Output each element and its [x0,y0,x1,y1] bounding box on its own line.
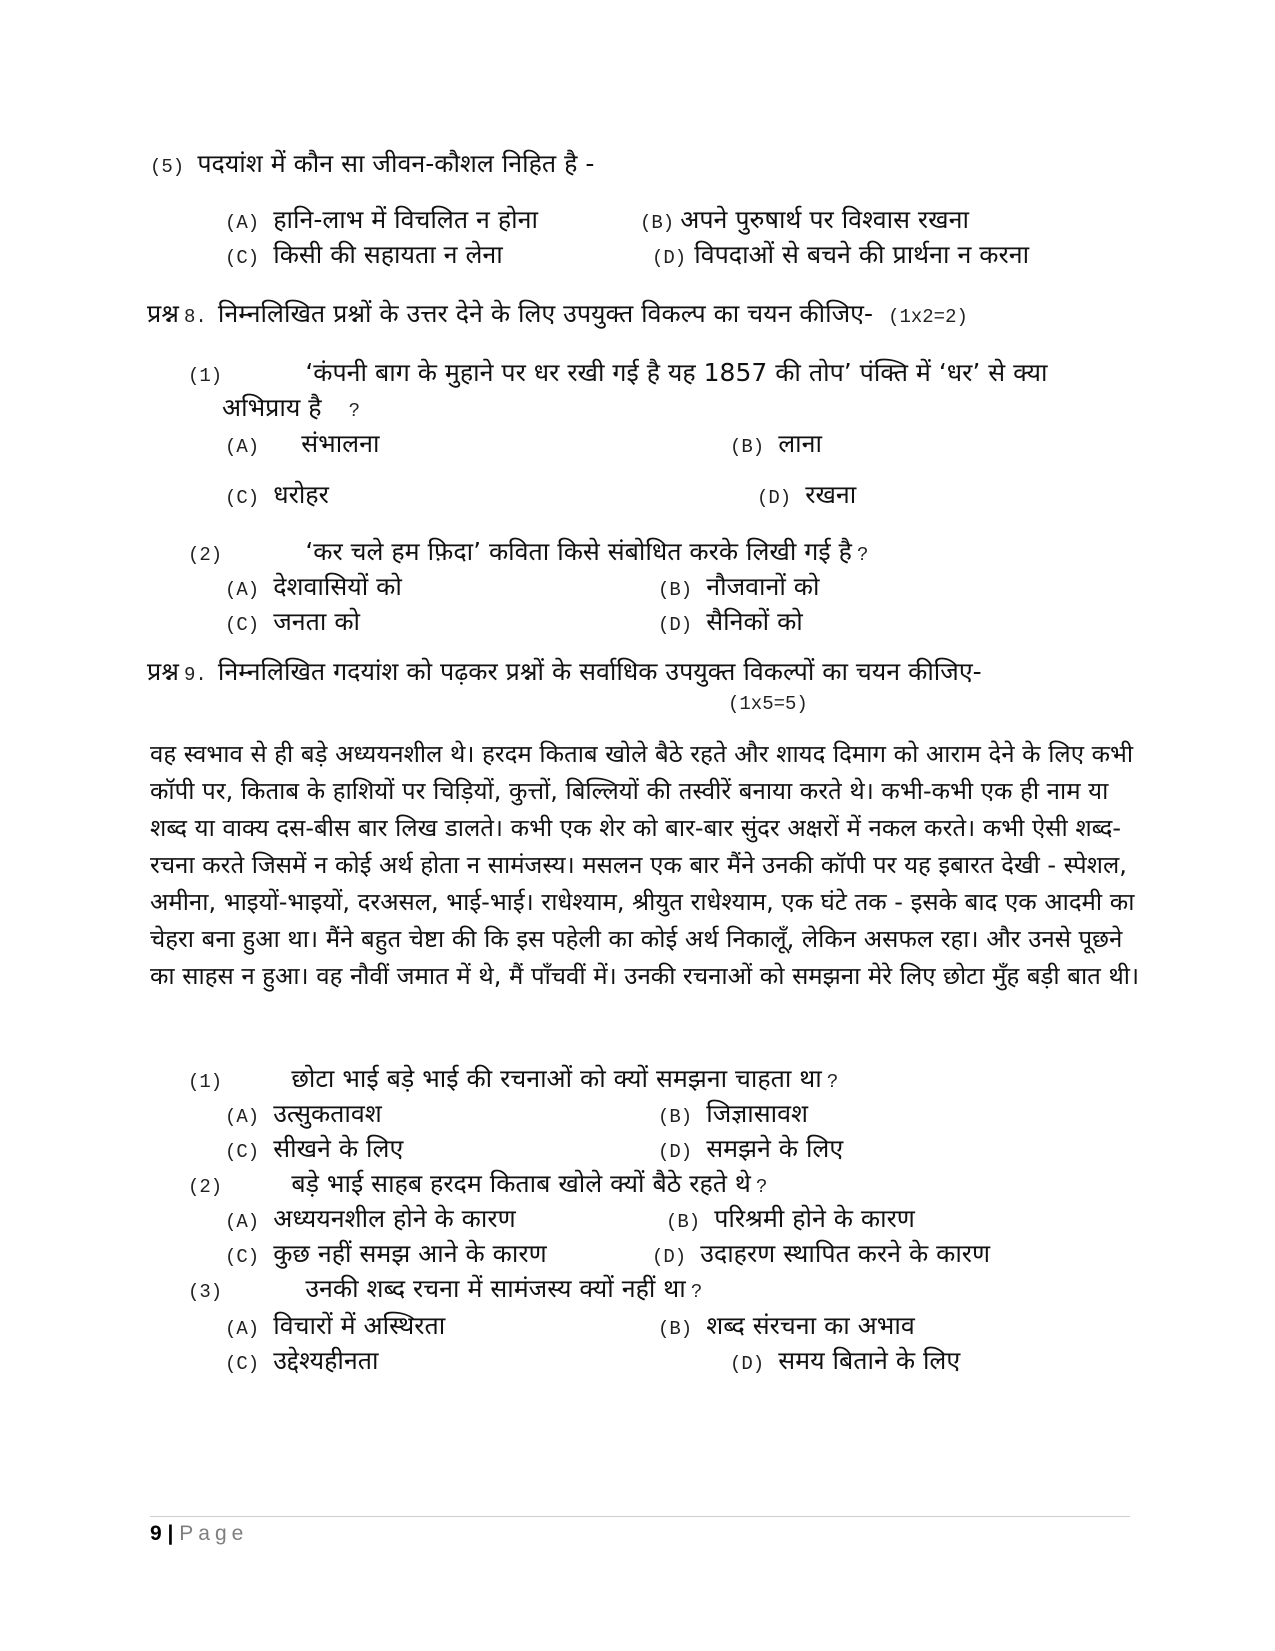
option-d [658,606,803,638]
option-text: विपदाओं से बचने की प्रार्थना न करना [694,240,1030,269]
option-label: (B) [730,436,765,458]
option-text: धरोहर [273,480,329,509]
option-label: (D) [757,487,792,509]
option-text: संभालना [301,429,380,458]
footer-divider [150,1516,1130,1517]
option-text: उद्देश्यहीनता [273,1346,379,1375]
page-number: 9 [150,1522,162,1545]
option-label: (A) [225,579,260,601]
option-b [640,204,969,236]
option-label: (A) [225,1318,260,1340]
option-label: (D) [658,1141,693,1163]
option-text: समय बिताने के लिए [778,1346,961,1375]
question-text: निम्नलिखित प्रश्नों के उत्तर देने के लिए उपयुक्त विकल्प का चयन कीजिए- [217,299,873,328]
option-text: अपने पुरुषार्थ पर विश्वास रखना [680,205,969,234]
option-d [757,479,856,511]
option-c [225,606,360,638]
option-b [658,571,819,603]
q9-sub3 [188,1273,702,1305]
subquestion-text: बड़े भाई साहब हरदम किताब खोले क्यों बैठे रहते थे [291,1169,751,1198]
subquestion-text: छोटा भाई बड़े भाई की रचनाओं को क्यों समझना चाहता था [291,1064,822,1093]
option-c [225,1345,379,1377]
subquestion-number: (3) [188,1281,223,1303]
option-a [225,204,538,236]
option-b [730,428,822,460]
option-b [658,1310,915,1342]
subquestion-text: उनकी शब्द रचना में सामंजस्य क्यों नहीं था [305,1274,686,1303]
option-text: लाना [778,429,822,458]
subquestion-number: (1) [188,365,223,387]
option-label: (C) [225,247,260,269]
subquestion-text: ‘कंपनी बाग के मुहाने पर धर रखी गई है यह 1857 की तोप’ पंक्ति में ‘धर’ से क्या [305,358,1048,387]
option-a [225,571,402,603]
option-a [225,1203,516,1235]
option-b [658,1098,808,1130]
option-text: अध्ययनशील होने के कारण [273,1204,516,1233]
question-mark: ? [826,1071,839,1093]
q8-sub1 [188,357,1047,389]
option-label: (B) [658,579,693,601]
footer-separator: | [167,1522,174,1545]
option-text: उदाहरण स्थापित करने के कारण [700,1239,991,1268]
passage-text: वह स्वभाव से ही बड़े अध्ययनशील थे। हरदम किताब खोले बैठे रहते और शायद दिमाग को आराम देने के लिए कभी कॉपी पर, किताब के हाशियों पर चिड़ियों, कुत्तों, बिल्लियों की तस्वीरें बनाया करते थे। कभी-कभी एक ही नाम या शब्द या वाक्य दस-बीस बार लिख डालते। कभी एक शेर को बार-बार सुंदर अक्षरों में नकल करते। कभी ऐसी शब्द-रचना करते जिसमें न कोई अर्थ होता न सामंजस्य। मसलन एक बार मैंने उनकी कॉपी पर यह इबारत देखी - स्पेशल, अमीना, भाइयों-भाइयों, दरअसल, भाई-भाई। राधेश्याम, श्रीयुत राधेश्याम, एक घंटे तक - इसके बाद एक आदमी का चेहरा बना हुआ था। मैंने बहुत चेष्टा की कि इस पहेली का कोई अर्थ निकालूँ, लेकिन असफल रहा। और उनसे पूछने का साहस न हुआ। वह नौवीं जमात में थे, मैं पाँचवीं में। उनकी रचनाओं को समझना मेरे लिए छोटा मुँह बड़ी बात थी। [150,740,1140,990]
subquestion-number: (2) [188,1176,223,1198]
question-text: निम्नलिखित गदयांश को पढ़कर प्रश्नों के सर्वाधिक उपयुक्त विकल्पों का चयन कीजिए- [217,657,982,686]
marks: (1x2=2) [888,306,968,328]
option-label: (A) [225,436,260,458]
option-d [730,1345,960,1377]
q8-sub1-line2 [222,392,360,424]
passage [150,736,1140,995]
option-label: (D) [652,1246,687,1268]
question-prefix: प्रश्न [147,299,179,328]
option-c [225,479,329,511]
question-mark: ? [856,544,869,566]
option-text: किसी की सहायता न लेना [273,240,503,269]
option-label: (D) [652,247,687,269]
option-label: (A) [225,212,260,234]
option-label: (B) [666,1211,701,1233]
option-text: विचारों में अस्थिरता [273,1311,446,1340]
option-label: (B) [640,212,675,234]
option-label: (B) [658,1318,693,1340]
option-label: (D) [658,614,693,636]
subquestion-text-cont: अभिप्राय है [222,393,322,422]
option-d [652,239,1029,271]
option-c [225,1133,403,1165]
subquestion-number: (1) [188,1071,223,1093]
option-label: (C) [225,614,260,636]
subquestion-number: (2) [188,544,223,566]
marks: (1x5=5) [728,693,808,715]
option-text: जनता को [273,607,360,636]
option-d [658,1133,843,1165]
q8-sub2 [188,536,868,568]
question-number: 8. [184,306,207,328]
option-text: शब्द संरचना का अभाव [706,1311,915,1340]
option-text: हानि-लाभ में विचलित न होना [273,205,538,234]
option-text: सीखने के लिए [273,1134,404,1163]
question-number: (5) [150,156,185,178]
option-b [666,1203,915,1235]
question-prefix: प्रश्न [147,657,179,686]
option-c [225,1238,547,1270]
option-label: (C) [225,1141,260,1163]
option-d [652,1238,990,1270]
page-label: Page [179,1522,249,1545]
question-8-heading [147,298,968,330]
question-mark: ? [348,400,361,422]
option-text: कुछ नहीं समझ आने के कारण [273,1239,547,1268]
question-text: पदयांश में कौन सा जीवन-कौशल निहित है - [197,149,595,178]
option-label: (A) [225,1211,260,1233]
option-label: (B) [658,1106,693,1128]
option-c [225,239,503,271]
question-number: 9. [184,664,207,686]
question-mark: ? [690,1281,703,1303]
question-mark: ? [755,1176,768,1198]
option-text: परिश्रमी होने के कारण [714,1204,915,1233]
option-label: (A) [225,1106,260,1128]
option-text: नौजवानों को [706,572,820,601]
option-a [225,428,379,460]
question-9-heading [147,656,982,688]
question-5 [150,148,594,180]
option-text: उत्सुकतावश [273,1099,382,1128]
q9-sub1 [188,1063,838,1095]
option-text: समझने के लिए [706,1134,844,1163]
option-label: (C) [225,1353,260,1375]
option-text: सैनिकों को [706,607,803,636]
option-label: (C) [225,1246,260,1268]
page-footer [150,1522,248,1546]
option-text: रखना [805,480,857,509]
option-text: देशवासियों को [273,572,402,601]
subquestion-text: ‘कर चले हम फ़िदा’ कविता किसे संबोधित करके लिखी गई है [305,537,852,566]
option-a [225,1310,445,1342]
option-text: जिज्ञासावश [706,1099,809,1128]
option-a [225,1098,382,1130]
option-label: (D) [730,1353,765,1375]
q9-sub2 [188,1168,767,1200]
option-label: (C) [225,487,260,509]
